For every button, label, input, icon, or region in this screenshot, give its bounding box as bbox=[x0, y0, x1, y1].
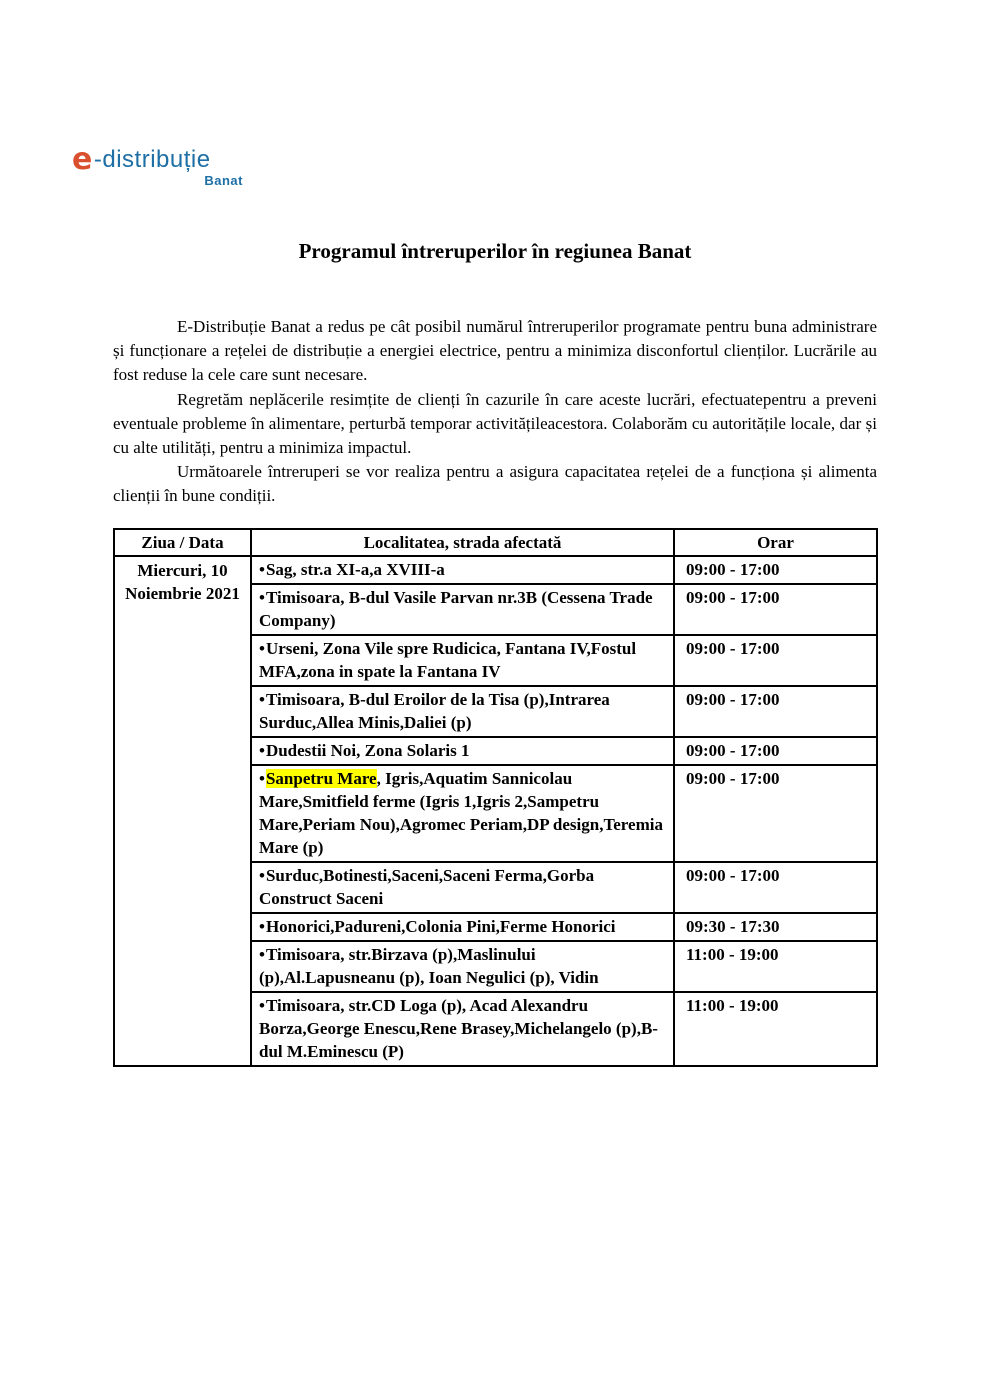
location-cell bbox=[251, 941, 674, 992]
time-cell: 09:00 - 17:00 bbox=[674, 556, 877, 584]
bullet-icon: • bbox=[259, 768, 265, 788]
location-cell bbox=[251, 862, 674, 913]
location-cell bbox=[251, 556, 674, 584]
location-cell bbox=[251, 686, 674, 737]
time-cell: 09:30 - 17:30 bbox=[674, 913, 877, 941]
logo-region-text: Banat bbox=[204, 173, 243, 188]
time-cell: 09:00 - 17:00 bbox=[674, 765, 877, 862]
time-cell: 09:00 - 17:00 bbox=[674, 584, 877, 635]
column-header-day: Ziua / Data bbox=[114, 529, 251, 556]
bullet-icon: • bbox=[259, 944, 265, 964]
location-text: , Igris,Aquatim Sannicolau Mare,Smitfield ferme (Igris 1,Igris 2,Sampetru Mare,Periam Nou),Agromec Periam,DP design,Teremia Mare (p) bbox=[259, 768, 663, 857]
bullet-icon: • bbox=[259, 689, 265, 709]
location-cell bbox=[251, 584, 674, 635]
location-text: Sag, str.a XI-a,a XVIII-a bbox=[265, 559, 445, 579]
location-cell bbox=[251, 737, 674, 765]
outage-schedule-table bbox=[113, 528, 878, 1067]
location-cell bbox=[251, 913, 674, 941]
location-text: Urseni, Zona Vile spre Rudicica, Fantana IV,Fostul MFA,zona in spate la Fantana IV bbox=[259, 638, 637, 681]
column-header-hours: Orar bbox=[674, 529, 877, 556]
location-text: Timisoara, B-dul Vasile Parvan nr.3B (Cessena Trade Company) bbox=[259, 587, 653, 630]
location-text: Honorici,Padureni,Colonia Pini,Ferme Honorici bbox=[265, 916, 616, 936]
location-text: Surduc,Botinesti,Saceni,Saceni Ferma,Gorba Construct Saceni bbox=[259, 865, 595, 908]
time-cell: 09:00 - 17:00 bbox=[674, 737, 877, 765]
location-text: Timisoara, str.Birzava (p),Maslinului (p),Al.Lapusneanu (p), Ioan Negulici (p), Vidin bbox=[259, 944, 599, 987]
location-text: Timisoara, str.CD Loga (p), Acad Alexandru Borza,George Enescu,Rene Brasey,Michelangelo (p),B-dul M.Eminescu (P) bbox=[259, 995, 658, 1061]
page-title: Programul întreruperilor în regiunea Banat bbox=[298, 239, 692, 263]
location-text: Dudestii Noi, Zona Solaris 1 bbox=[265, 740, 470, 760]
logo-e-icon: e bbox=[72, 142, 93, 177]
document-content bbox=[113, 239, 877, 1067]
bullet-icon: • bbox=[259, 916, 265, 936]
intro-paragraph-1: E-Distribuție Banat a redus pe cât posibil numărul întreruperilor programate pentru buna administrare și funcționare a rețelei de distribuție a energiei electrice, pentru a minimiza disconfortul clienților. Lucrările au fost reduse la cele care sunt necesare. bbox=[113, 317, 877, 385]
logo-wordmark bbox=[72, 142, 247, 177]
bullet-icon: • bbox=[259, 638, 265, 658]
intro-paragraphs bbox=[113, 315, 877, 509]
highlighted-location: Sanpetru Mare bbox=[265, 768, 377, 788]
bullet-icon: • bbox=[259, 559, 265, 579]
bullet-icon: • bbox=[259, 740, 265, 760]
location-cell bbox=[251, 635, 674, 686]
time-cell: 09:00 - 17:00 bbox=[674, 635, 877, 686]
table-row bbox=[114, 556, 877, 584]
bullet-icon: • bbox=[259, 995, 265, 1015]
table-header-row bbox=[114, 529, 877, 556]
time-cell: 09:00 - 17:00 bbox=[674, 862, 877, 913]
column-header-location: Localitatea, strada afectată bbox=[251, 529, 674, 556]
time-cell: 11:00 - 19:00 bbox=[674, 992, 877, 1066]
logo bbox=[72, 0, 247, 187]
time-cell: 09:00 - 17:00 bbox=[674, 686, 877, 737]
location-text: Timisoara, B-dul Eroilor de la Tisa (p),Intrarea Surduc,Allea Minis,Daliei (p) bbox=[259, 689, 610, 732]
logo-brand-text: -distribuție bbox=[93, 146, 211, 173]
location-cell bbox=[251, 992, 674, 1066]
time-cell: 11:00 - 19:00 bbox=[674, 941, 877, 992]
date-cell: Miercuri, 10 Noiembrie 2021 bbox=[114, 556, 251, 1066]
intro-paragraph-2: Regretăm neplăcerile resimțite de clienți în cazurile în care aceste lucrări, efectuatepentru a preveni eventuale probleme în alimentare, perturbă temporar activitățileacestora. Colaborăm cu autoritățile locale, dar și cu alte utilități, pentru a minimiza impactul. bbox=[113, 389, 877, 458]
intro-paragraph-3: Următoarele întreruperi se vor realiza pentru a asigura capacitatea rețelei de a funcționa și alimenta clienții în bune condiții. bbox=[113, 462, 877, 506]
bullet-icon: • bbox=[259, 865, 265, 885]
bullet-icon: • bbox=[259, 587, 265, 607]
location-cell bbox=[251, 765, 674, 862]
